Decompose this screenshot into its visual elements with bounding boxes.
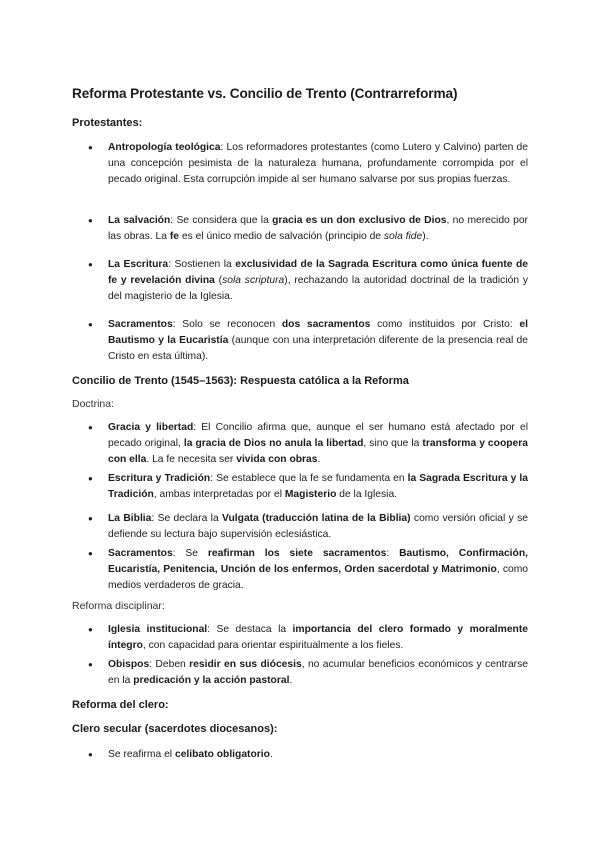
text-run: : Solo se reconocen	[172, 319, 282, 330]
text-run: La Biblia	[108, 513, 152, 524]
text-run: dos sacramentos	[281, 319, 371, 330]
text-run: el Bautismo y la Eucaristía	[108, 319, 529, 346]
clero-heading: Reforma del clero:	[72, 699, 169, 711]
text-run: ).	[422, 231, 429, 242]
text-run: reafirman los siete sacramentos	[207, 548, 387, 559]
text-run: : El Concilio afirma que, aunque el ser humano está afectado por el pecado original,	[108, 422, 529, 449]
text-run: . La fe necesita ser	[146, 454, 237, 465]
text-run: : Se declara la	[151, 513, 223, 524]
text-run: : Se considera que la	[170, 215, 273, 226]
disciplinar-item-iglesia	[108, 622, 528, 654]
text-run: , no merecido por las obras. La	[108, 215, 528, 242]
text-run: como versión oficial y se defiende su lectura bajo supervisión eclesiástica.	[108, 513, 529, 540]
text-run: es el único medio de salvación (principio de	[178, 231, 384, 242]
text-run: Sacramentos	[108, 548, 173, 559]
text-run: fe	[169, 231, 179, 242]
disciplinar-label: Reforma disciplinar:	[72, 600, 165, 612]
text-run: residir en sus diócesis	[189, 659, 302, 670]
text-run: la Sagrada Escritura y la Tradición	[108, 473, 529, 500]
doctrina-label: Doctrina:	[72, 398, 115, 410]
text-run: :	[386, 548, 400, 559]
doctrina-item-gracia	[108, 420, 528, 468]
protestantes-item-escritura	[108, 257, 528, 305]
text-run: .	[317, 454, 321, 465]
doctrina-item-sacramentos	[108, 546, 528, 594]
text-run: como instituidos por Cristo:	[370, 319, 520, 330]
text-run: .	[289, 675, 293, 686]
text-run: de la Iglesia.	[336, 489, 398, 500]
text-run: sola scriptura	[222, 275, 285, 286]
text-run: .	[269, 749, 273, 760]
disciplinar-item-obispos	[108, 657, 528, 689]
text-run: Sacramentos	[108, 319, 173, 330]
text-run: : Se destaca la	[207, 624, 293, 635]
text-run: Antropología teológica	[108, 142, 221, 153]
text-run: exclusividad de la Sagrada Escritura como única fuente de fe y revelación divina	[108, 259, 528, 286]
text-run: , sino que la	[363, 438, 423, 449]
text-run: : Se establece que la fe se fundamenta en	[210, 473, 408, 484]
text-run: predicación y la acción pastoral	[133, 675, 290, 686]
text-run: , ambas interpretadas por el	[153, 489, 285, 500]
clero-secular-heading: Clero secular (sacerdotes diocesanos):	[72, 723, 278, 735]
text-run: : Sostienen la	[168, 259, 236, 270]
text-run: : Deben	[149, 659, 190, 670]
doctrina-item-escritura-tradicion	[108, 471, 528, 503]
text-run: , con capacidad para orientar espiritualmente a los fieles.	[142, 640, 404, 651]
clero-item-celibato	[108, 747, 528, 763]
text-run: celibato obligatorio	[174, 749, 270, 760]
text-run: , como medios verdaderos de gracia.	[108, 564, 528, 591]
text-run: Gracia y libertad	[108, 422, 194, 433]
text-run: Escritura y Tradición	[108, 473, 211, 484]
text-run: transforma y coopera con ella	[108, 438, 528, 465]
protestantes-item-salvacion	[108, 213, 528, 245]
text-run: : Se	[172, 548, 208, 559]
doctrina-item-biblia	[108, 511, 528, 543]
protestantes-item-sacramentos	[108, 317, 528, 365]
text-run: sola fide	[383, 231, 423, 242]
document-title: Reforma Protestante vs. Concilio de Trento (Contrarreforma)	[72, 86, 458, 101]
text-run: ), rechazando la autoridad doctrinal de la tradición y del magisterio de la Iglesia.	[108, 275, 528, 302]
protestantes-heading: Protestantes:	[72, 117, 143, 129]
text-run: vivida con obras	[236, 454, 318, 465]
text-run: Bautismo, Confirmación, Eucaristía, Penitencia, Unción de los enfermos, Orden sacerdotal y Matrimonio	[108, 548, 528, 575]
text-run: la gracia de Dios no anula la libertad	[183, 438, 364, 449]
text-run: La salvación	[108, 215, 171, 226]
text-run: Iglesia institucional	[108, 624, 208, 635]
protestantes-item-antropologia	[108, 140, 528, 188]
text-run: , no acumular beneficios económicos y centrarse en la	[108, 659, 528, 686]
text-run: : Los reformadores protestantes (como Lutero y Calvino) parten de una concepción pesimista de la naturaleza humana, profundamente corrompida por el pecado original. Esta corrupción impide al ser humano salvarse por sus propias fuerzas.	[108, 142, 529, 185]
text-run: (aunque con una interpretación diferente de la presencia real de Cristo en esta última).	[108, 335, 528, 362]
text-run: importancia del clero formado y moralmente íntegro	[108, 624, 528, 651]
text-run: Se reafirma el	[108, 749, 175, 760]
trento-heading: Concilio de Trento (1545–1563): Respuesta católica a la Reforma	[72, 375, 409, 387]
text-run: Vulgata (traducción latina de la Biblia)	[222, 513, 411, 524]
text-run: Obispos	[108, 659, 150, 670]
text-run: Magisterio	[284, 489, 337, 500]
text-run: gracia es un don exclusivo de Dios	[272, 215, 447, 226]
text-run: (	[214, 275, 223, 286]
text-run: La Escritura	[108, 259, 169, 270]
